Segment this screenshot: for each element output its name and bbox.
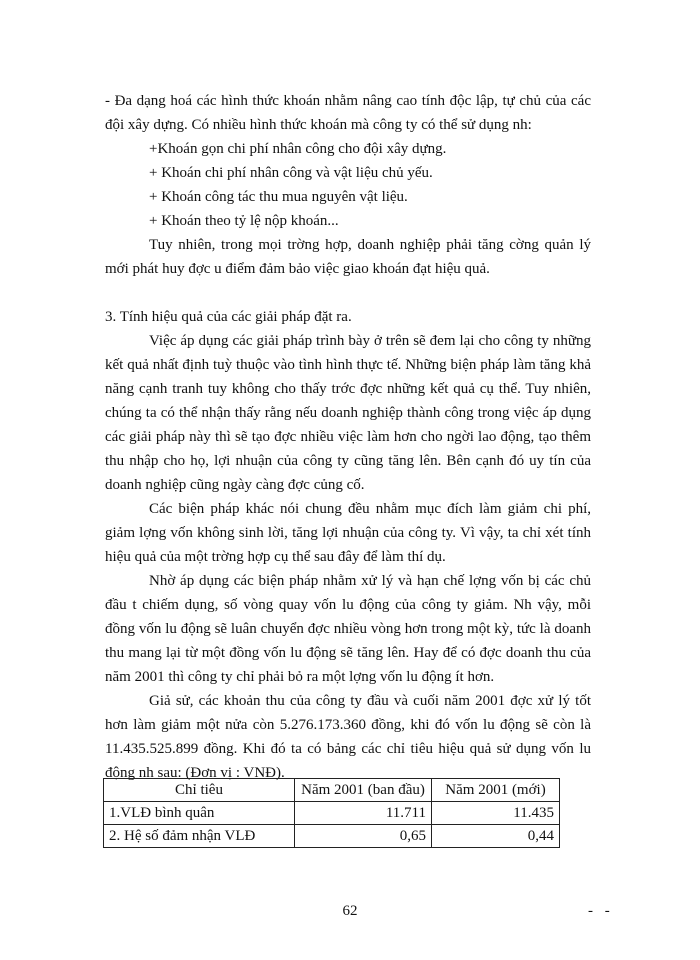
table-header-cell: Năm 2001 (ban đầu) [295, 779, 432, 802]
table-row [104, 802, 560, 825]
intro-paragraph: - Đa dạng hoá các hình thức khoán nhằm nâng cao tính độc lập, tự chủ của các đội xây dựng. Có nhiều hình thức khoán mà công ty có thể sử dụng nh: [105, 93, 591, 133]
conclusion-paragraph: Tuy nhiên, trong mọi trờng hợp, doanh nghiệp phải tăng cờng quản lý mới phát huy đợc u điểm đảm bảo việc giao khoán đạt hiệu quả. [105, 237, 591, 277]
table-cell: 0,65 [295, 825, 432, 848]
table-cell: 11.435 [432, 802, 560, 825]
section-paragraph: Nhờ áp dụng các biện pháp nhằm xử lý và hạn chế lợng vốn bị các chủ đầu t chiếm dụng, số vòng quay vốn lu động của công ty giảm. Nh vậy, mỗi đồng vốn lu động sẽ luân chuyển đợc nhiều vòng hơn trong một kỳ, tức là doanh thu mang lại từ một đồng vốn lu động sẽ tăng lên. Hay để có đợc doanh thu của năm 2001 thì công ty chỉ phải bỏ ra một lợng vốn lu động ít hơn. [105, 573, 591, 685]
bullet-item: + Khoán công tác thu mua nguyên vật liệu. [149, 189, 408, 205]
section-paragraph: Giả sử, các khoản thu của công ty đầu và cuối năm 2001 đợc xử lý tốt hơn làm giảm một nửa còn 5.276.173.360 đồng, khi đó vốn lu động sẽ còn là 11.435.525.899 đồng. Khi đó ta có bảng các chỉ tiêu hiệu quả sử dụng vốn lu động nh sau: (Đơn vị : VNĐ). [105, 693, 591, 781]
table-header-cell: Năm 2001 (mới) [432, 779, 560, 802]
footer-dashes: - - [588, 903, 614, 919]
bullet-item: + Khoán chi phí nhân công và vật liệu chủ yếu. [149, 165, 433, 181]
page-number: 62 [342, 903, 358, 919]
blank-line [105, 281, 591, 305]
bullet-item: +Khoán gọn chi phí nhân công cho đội xây dựng. [149, 141, 447, 157]
table-row [104, 825, 560, 848]
section-paragraph: Việc áp dụng các giải pháp trình bày ở trên sẽ đem lại cho công ty những kết quả nhất định tuỳ thuộc vào tình hình thực tế. Những biện pháp làm tăng khả năng cạnh tranh tuy không cho thấy trớc đợc những kết quả cụ thể. Tuy nhiên, chúng ta có thể nhận thấy rằng nếu doanh nghiệp thành công trong việc áp dụng các giải pháp này thì sẽ tạo đợc nhiều việc làm hơn cho ngời lao động, tạo thêm thu nhập cho họ, lợi nhuận của công ty cũng tăng lên. Bên cạnh đó uy tín của doanh nghiệp cũng ngày càng đợc củng cố. [105, 333, 591, 493]
table-cell: 0,44 [432, 825, 560, 848]
table-cell: 11.711 [295, 802, 432, 825]
efficiency-table [103, 778, 560, 848]
bullet-item: + Khoán theo tỷ lệ nộp khoán... [149, 213, 339, 229]
section-heading: 3. Tính hiệu quả của các giải pháp đặt ra. [105, 309, 352, 325]
table-header-row [104, 779, 560, 802]
table-cell: 2. Hệ số đảm nhận VLĐ [104, 825, 295, 848]
body-text [105, 89, 591, 785]
section-paragraph: Các biện pháp khác nói chung đều nhằm mục đích làm giảm chi phí, giảm lợng vốn không sinh lời, tăng lợi nhuận của công ty. Vì vậy, ta chỉ xét tính hiệu quả của một trờng hợp cụ thể sau đây để làm thí dụ. [105, 501, 591, 565]
table-header-cell: Chỉ tiêu [104, 779, 295, 802]
table-cell: 1.VLĐ bình quân [104, 802, 295, 825]
